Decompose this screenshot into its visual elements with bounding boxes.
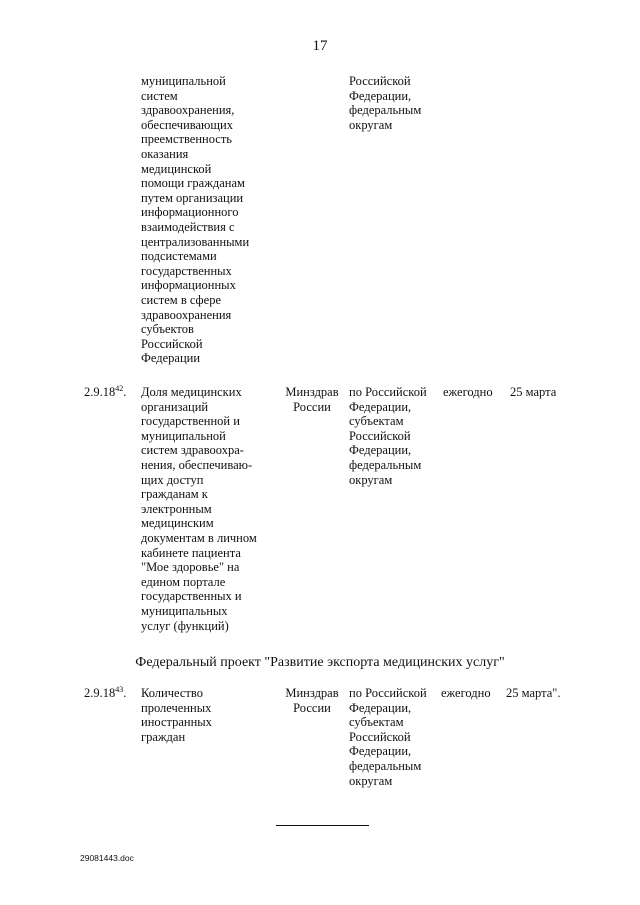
row2-number <box>84 385 140 400</box>
row2-date: 25 марта <box>510 385 557 399</box>
row1-distribution: Российской Федерации, федеральным округам <box>349 74 422 132</box>
row3-number <box>84 686 140 701</box>
row2-distribution: по Российской Федерации, субъектам Российской Федерации, федеральным округам <box>349 385 427 487</box>
section-title: Федеральный проект "Развитие экспорта медицинских услуг" <box>135 655 505 670</box>
row2-frequency: ежегодно <box>443 385 493 399</box>
row3-date: 25 марта". <box>506 686 561 700</box>
row3-indicator-name: Количество пролеченных иностранных граждан <box>141 686 212 744</box>
row2-number-superscript: 42 <box>115 383 124 393</box>
footer-filename: 29081443.doc <box>80 853 134 863</box>
row2-indicator-name: Доля медицинских организаций государственной и муниципальной систем здравоохра- нения, обеспечиваю- щих доступ гражданам к электронным медицинским документам в личном кабинете пациента "Мое здоровье" на едином портале государственных и муниципальных услуг (функций) <box>141 385 257 633</box>
row3-number-suffix: . <box>123 686 127 700</box>
row3-organization: Минздрав России <box>285 686 339 715</box>
row2-number-suffix: . <box>123 385 127 399</box>
row2-organization: Минздрав России <box>285 385 339 414</box>
row3-distribution: по Российской Федерации, субъектам Российской Федерации, федеральным округам <box>349 686 427 788</box>
row2-number-main: 2.9.18 <box>84 385 116 399</box>
row3-number-superscript: 43 <box>115 684 124 694</box>
footnote-divider <box>276 825 369 826</box>
row3-frequency: ежегодно <box>441 686 491 700</box>
row3-number-main: 2.9.18 <box>84 686 116 700</box>
row1-indicator-name: муниципальной систем здравоохранения, обеспечивающих преемственность оказания медицинской помощи гражданам путем организации информационного взаимодействия с централизованными подсистемами государственных информационных систем в сфере здравоохранения субъектов Российской Федерации <box>141 74 250 366</box>
page-number: 17 <box>312 38 328 54</box>
